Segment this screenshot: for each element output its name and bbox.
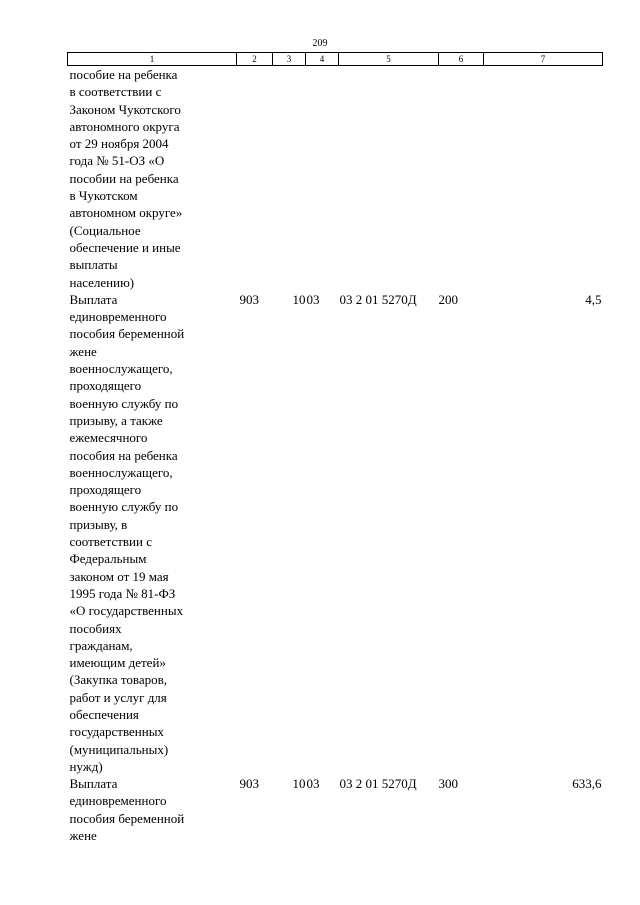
table-row [68, 66, 603, 291]
budget-table [67, 52, 603, 844]
row-section-cell: 10 [292, 291, 306, 307]
row-subsection-cell [306, 66, 339, 291]
row-name-line: (муниципальных) [69, 741, 169, 757]
header-col-2: 2 [237, 53, 273, 66]
row-name-line: пособиях [69, 620, 122, 636]
row-name-line: проходящего [69, 482, 142, 498]
row-name-line: жене [69, 828, 97, 844]
header-col-6: 6 [439, 53, 484, 66]
row-name-line: пособия беременной [69, 326, 185, 342]
table-row [68, 775, 603, 844]
row-name-line: пособия на ребенка [69, 447, 178, 463]
row-target-article-cell: 03 2 01 5270Д [339, 776, 417, 792]
row-name-line: населению) [69, 274, 135, 290]
row-name-cell [68, 291, 237, 775]
row-name-line: автономного округа [69, 118, 180, 134]
row-name-line: призыву, а также [69, 412, 163, 428]
row-name-line: единовременного [69, 793, 167, 809]
row-name-line: жене [69, 343, 97, 359]
table-body [68, 66, 603, 845]
row-name-line: ежемесячного [69, 430, 148, 446]
row-expense-type-cell: 200 [438, 291, 458, 307]
row-amount-cell: 4,5 [585, 291, 602, 307]
row-name-line: имеющим детей» [69, 655, 166, 671]
row-section-cell [273, 66, 306, 291]
table-row [68, 291, 603, 775]
row-name-line: военную службу по [69, 499, 179, 515]
row-name-line: «О государственных [69, 603, 184, 619]
row-name-line: года № 51-ОЗ «О [69, 153, 165, 169]
row-name-line: от 29 ноября 2004 [69, 136, 169, 152]
row-name-line: пособии на ребенка [69, 170, 179, 186]
row-name-line: в соответствии с [69, 84, 162, 100]
row-name-line: (Закупка товаров, [69, 672, 167, 688]
row-name-line: призыву, в [69, 516, 128, 532]
header-col-4: 4 [306, 53, 339, 66]
header-col-1: 1 [68, 53, 237, 66]
row-name-line: единовременного [69, 309, 167, 325]
row-name-line: Выплата [69, 291, 118, 307]
row-name-line: работ и услуг для [69, 689, 167, 705]
row-subsection-cell: 03 [306, 776, 320, 792]
row-name-line: в Чукотском [69, 188, 138, 204]
row-target-article-cell: 03 2 01 5270Д [339, 291, 417, 307]
row-expense-type-cell: 300 [438, 776, 458, 792]
row-name-line: военнослужащего, [69, 361, 173, 377]
row-subsection-cell: 03 [306, 291, 320, 307]
row-name-line: обеспечение и иные [69, 239, 181, 255]
row-name-line: пособия беременной [69, 810, 185, 826]
table-header [68, 53, 603, 66]
row-name-line: военную службу по [69, 395, 179, 411]
row-name-line: соответствии с [69, 534, 152, 550]
row-expense-type-cell [439, 66, 484, 291]
row-grbs-cell: 903 [239, 776, 259, 792]
row-name-line: автономном округе» [69, 205, 183, 221]
row-section-cell: 10 [292, 776, 306, 792]
row-name-line: 1995 года № 81-ФЗ [69, 585, 176, 601]
page-number: 209 [312, 38, 328, 49]
row-name-line: Законом Чукотского [69, 101, 181, 117]
row-amount-cell: 633,6 [572, 776, 602, 792]
row-name-line: обеспечения [69, 706, 139, 722]
row-name-line: (Социальное [69, 222, 141, 238]
row-name-line: гражданам, [69, 637, 133, 653]
row-name-line: пособие на ребенка [69, 67, 178, 82]
row-name-line: Выплата [69, 776, 118, 792]
row-name-line: военнослужащего, [69, 464, 173, 480]
row-name-line: законом от 19 мая [69, 568, 169, 584]
row-name-line: нужд) [69, 758, 103, 774]
row-name-line: Федеральным [69, 551, 147, 567]
header-col-5: 5 [339, 53, 439, 66]
row-name-line: государственных [69, 724, 164, 740]
header-col-7: 7 [484, 53, 603, 66]
header-row [68, 53, 603, 66]
row-amount-cell [484, 66, 603, 291]
row-grbs-cell [237, 66, 273, 291]
row-name-line: выплаты [69, 257, 118, 273]
row-target-article-cell [339, 66, 439, 291]
header-col-3: 3 [273, 53, 306, 66]
row-name-cell [68, 66, 237, 291]
row-name-line: проходящего [69, 378, 142, 394]
row-name-cell [68, 775, 237, 844]
row-grbs-cell: 903 [239, 291, 259, 307]
